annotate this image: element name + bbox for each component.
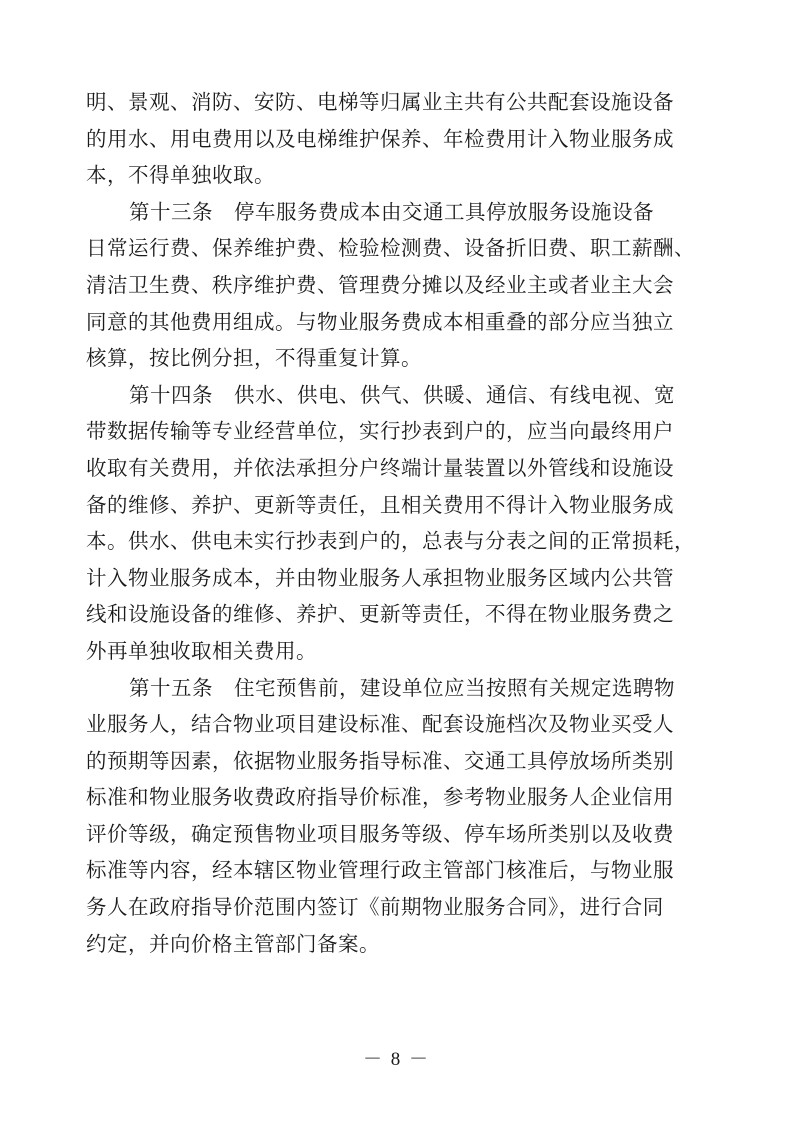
text-line: 带数据传输等专业经营单位，实行抄表到户的，应当向最终用户 [86, 419, 674, 444]
text-line: 的用水、用电费用以及电梯维护保养、年检费用计入物业服务成 [86, 126, 674, 151]
text-line: 本。供水、供电未实行抄表到户的，总表与分表之间的正常损耗， [86, 529, 695, 554]
article-13-first-line: 第十三条 停车服务费成本由交通工具停放服务设施设备 [129, 199, 654, 224]
document-body [86, 84, 706, 962]
text-line: 核算，按比例分担，不得重复计算。 [86, 346, 422, 371]
text-line: 标准等内容，经本辖区物业管理行政主管部门核准后，与物业服 [86, 858, 674, 883]
text-line: 计入物业服务成本，并由物业服务人承担物业服务区域内公共管 [86, 565, 674, 590]
text-line: 明、景观、消防、安防、电梯等归属业主共有公共配套设施设备 [86, 90, 674, 114]
text-line: 日常运行费、保养维护费、检验检测费、设备折旧费、职工薪酬、 [86, 236, 695, 261]
page-number: － 8 － [362, 1049, 430, 1070]
text-line: 本，不得单独收取。 [86, 163, 275, 188]
article-15-first-line: 第十五条 住宅预售前，建设单位应当按照有关规定选聘物 [129, 675, 675, 700]
text-line: 业服务人，结合物业项目建设标准、配套设施档次及物业买受人 [86, 712, 674, 737]
text-line: 线和设施设备的维修、养护、更新等责任，不得在物业服务费之 [86, 602, 674, 627]
body-text [86, 84, 706, 962]
text-line: 标准和物业服务收费政府指导价标准，参考物业服务人企业信用 [86, 785, 674, 810]
text-line: 外再单独收取相关费用。 [86, 638, 317, 663]
text-line: 同意的其他费用组成。与物业服务费成本相重叠的部分应当独立 [86, 309, 674, 334]
text-line: 备的维修、养护、更新等责任，且相关费用不得计入物业服务成 [86, 492, 674, 517]
article-14-first-line: 第十四条 供水、供电、供气、供暖、通信、有线电视、宽 [129, 382, 675, 407]
text-line: 评价等级，确定预售物业项目服务等级、停车场所类别以及收费 [86, 821, 674, 846]
text-line: 务人在政府指导价范围内签订《前期物业服务合同》，进行合同 [86, 895, 664, 920]
text-line: 的预期等因素，依据物业服务指导标准、交通工具停放场所类别 [86, 748, 674, 773]
text-line: 约定，并向价格主管部门备案。 [86, 931, 380, 956]
text-line: 收取有关费用，并依法承担分户终端计量装置以外管线和设施设 [86, 455, 674, 480]
text-line: 清洁卫生费、秩序维护费、管理费分摊以及经业主或者业主大会 [86, 272, 674, 297]
